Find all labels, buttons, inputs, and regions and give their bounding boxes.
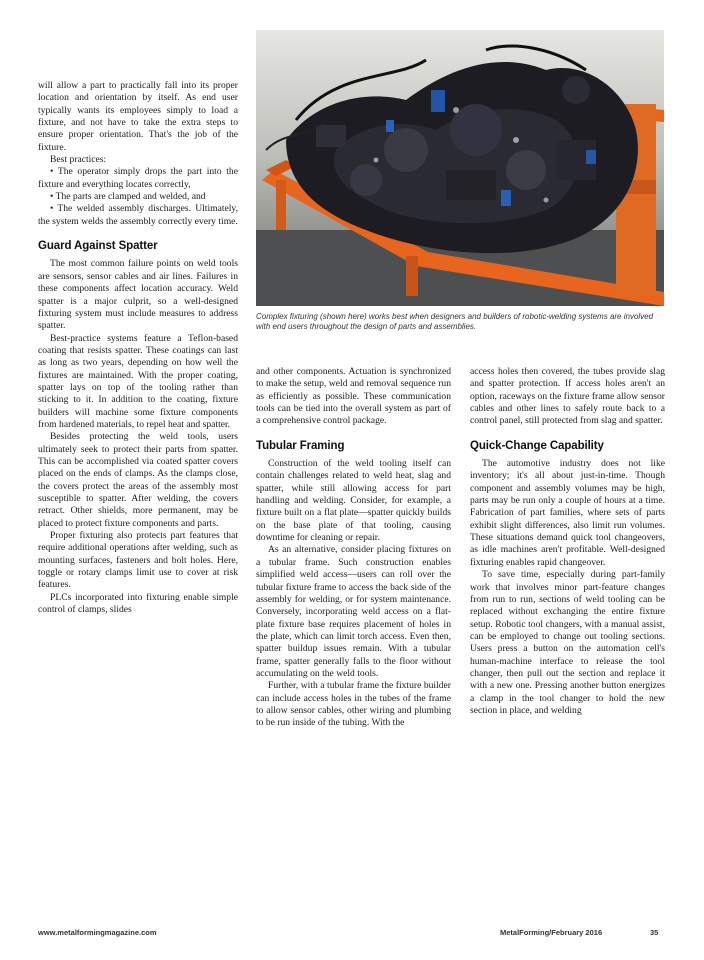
section-heading-quick-change: Quick-Change Capability bbox=[470, 439, 604, 452]
section-heading-spatter: Guard Against Spatter bbox=[38, 240, 158, 253]
intro-paragraph: will allow a part to practically fall into its proper location and orientation by itself. As end user typically wants its employees simply to load a fixture, and not have to take the extra steps to ensure proper orientation. That's the job of the fixture. bbox=[38, 80, 238, 153]
column-2 bbox=[256, 366, 451, 730]
body-paragraph: To save time, especially during part-family work that involves minor part-feature changes from run to run, sections of weld tooling can be replaced without exchanging the entire fixture setup. Robotic tool changers, with a manual assist, can be employed to change out tooling sections. Users press a button on the automation cell's human-machine interface to release the tool changer, then pull out the section and replace it with a new one. Pressing another button energizes a clamp in the tool changer to hold the new section in place, and welding bbox=[470, 569, 665, 716]
body-paragraph: and other components. Actuation is synchronized to make the setup, weld and removal sequence run as efficiently as possible. These communication tools can be tied into the overall system as part of a comprehensive control package. bbox=[256, 366, 451, 427]
body-paragraph: The automotive industry does not like inventory; it's all about just-in-time. Though component and assembly volumes may be high, parts may be run only a couple of hours at a time. Fabrication of part families, where sets of parts exhibit slight differences, also limit run volumes. These situations demand quick tool changeovers, as idle machines aren't profitable. Well-designed fixturing enables rapid changeover. bbox=[470, 458, 665, 568]
footer-issue: MetalForming/February 2016 bbox=[500, 928, 603, 937]
footer-page-number: 35 bbox=[650, 928, 659, 937]
bullet-item: • The operator simply drops the part into the fixture and everything locates correctly, bbox=[38, 166, 238, 190]
body-paragraph: The most common failure points on weld tools are sensors, sensor cables and air lines. Failures in these components affect location accuracy. Weld spatter is a major culprit, so a well-designed fixturing system must include measures to address spatter. bbox=[38, 258, 238, 332]
bullet-item: • The parts are clamped and welded, and bbox=[50, 191, 206, 203]
fixture-photo bbox=[256, 30, 664, 306]
footer-website: www.metalformingmagazine.com bbox=[38, 928, 157, 937]
body-paragraph: Besides protecting the weld tools, users ultimately seek to protect their parts from spatter. This can be accomplished via coated spatter covers placed on the ends of clamps. As the clamps close, the covers protect the areas of the assembly most susceptible to spatter. After welding, the covers retract. Other shields, more permanent, may be placed to protect fixture components and parts. bbox=[38, 431, 238, 529]
photo-caption: Complex fixturing (shown here) works best when designers and builders of robotic-welding systems are involved with end users throughout the design of parts and assemblies. bbox=[256, 312, 654, 331]
body-paragraph: Further, with a tubular frame the fixture builder can include access holes in the tubes of the frame to allow sensor cables, other wiring and plumbing to be run inside of the tubing. With the bbox=[256, 680, 451, 729]
body-paragraph: Best-practice systems feature a Teflon-based coating that resists spatter. These coatings can last as long as two years, depending on how well the fixtures are maintained. With the proper coating, spatter lays on top of the tooling rather than sticking to it. In addition to the coating, fixture builders will machine some fixture components from hardened materials, to repel heat and spatter. bbox=[38, 332, 238, 430]
body-paragraph: access holes then covered, the tubes provide slag and spatter protection. If access holes aren't an option, raceways on the fixture frame allow sensor cables and other lines to safely route back to a control panel, still protected from slag and spatter. bbox=[470, 366, 665, 427]
section-heading-tubular: Tubular Framing bbox=[256, 439, 345, 452]
column-3 bbox=[470, 366, 665, 717]
body-paragraph: Construction of the weld tooling itself can contain challenges related to weld heat, slag and spatter, while still allowing access for part handling and welding. Consider, for example, a fixture built on a flat plate—spatter quickly builds on the base plate of that tooling, causing downtime for cleaning or repair. bbox=[256, 458, 451, 544]
body-paragraph: Proper fixturing also protects part features that require additional operations after welding, such as mounting surfaces, fasteners and bolt holes. Here, toggle or rotary clamps limit use to cover at risk features. bbox=[38, 530, 238, 591]
body-paragraph: PLCs incorporated into fixturing enable simple control of clamps, slides bbox=[38, 591, 238, 616]
best-practices-label: Best practices: bbox=[50, 154, 107, 166]
column-1 bbox=[38, 80, 238, 616]
bullet-item: • The welded assembly discharges. Ultimately, the system welds the assembly correctly every time. bbox=[38, 203, 238, 227]
body-paragraph: As an alternative, consider placing fixtures on a tubular frame. Such construction enables simplified weld access—users can roll over the tubular fixture frame to access the back side of the assembly for welding, or for system maintenance. Conversely, incorporating weld access on a flat-plate fixture base requires placement of holes in the plate, which can limit torch access. Even then, spatter buildup issues remain. With a tubular frame, spatter generally falls to the floor without accumulating on the weld tools. bbox=[256, 544, 451, 679]
